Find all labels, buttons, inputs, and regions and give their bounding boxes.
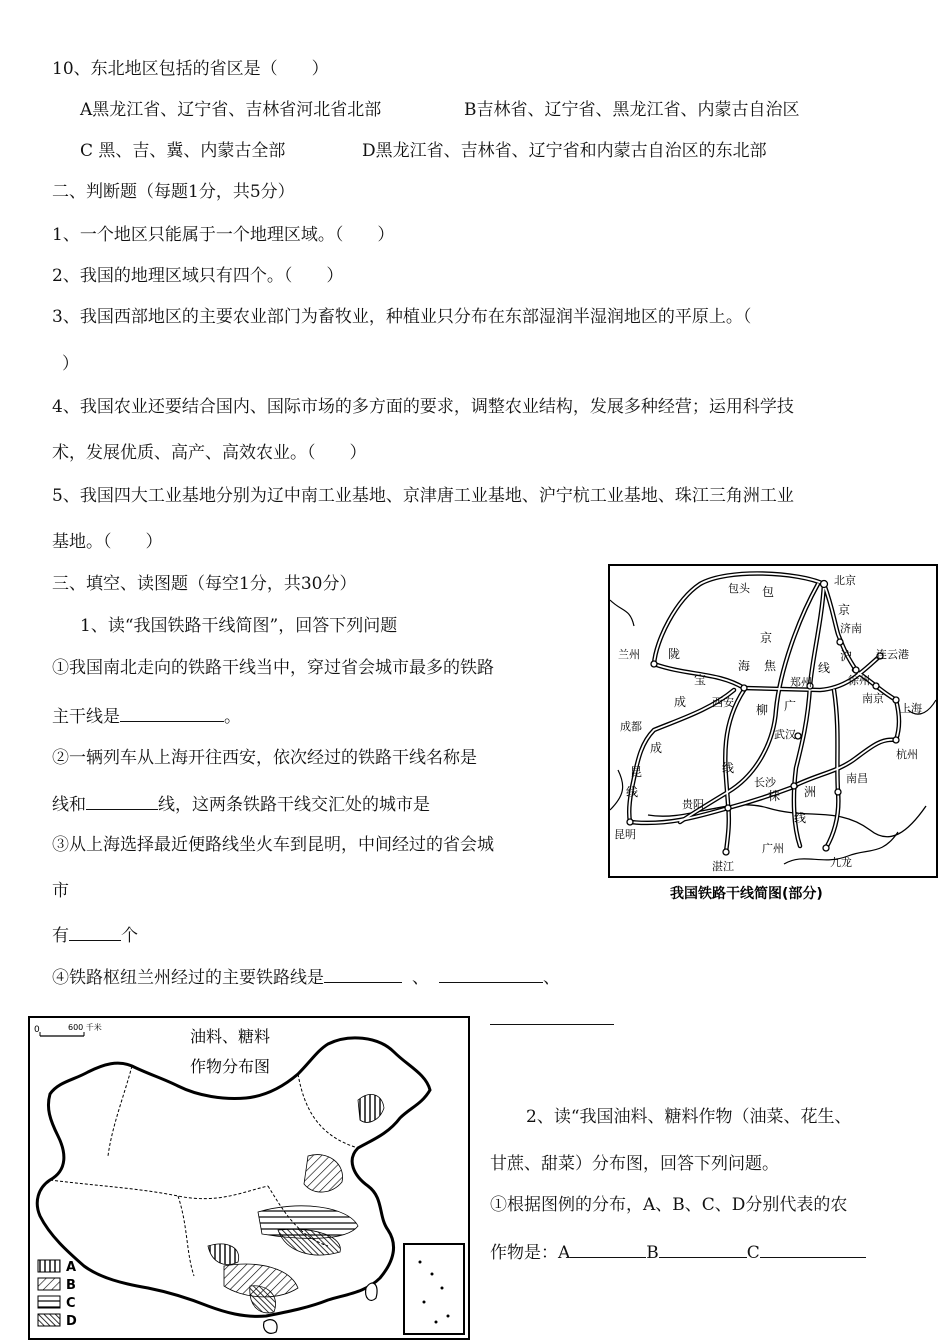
city-guiyang: 贵阳 [682,798,704,811]
crop-map-title-2: 作物分布图 [190,1057,271,1076]
city-lanzhou: 兰州 [618,648,640,661]
scale-zero: 0 [34,1025,40,1035]
rail-q4-sep1: 、 [412,968,429,988]
city-shanghai: 上海 [900,702,922,715]
city-xian: 西安 [712,696,734,709]
rail-q3-answer-blank[interactable] [69,924,121,941]
city-xuzhou: 徐州 [848,674,870,687]
south-sea-inset [404,1244,464,1334]
rail-q4-line1 [52,966,560,989]
city-jiulong: 九龙 [830,856,852,869]
city-nanjing: 南京 [862,692,884,705]
rail-q1-answer-blank[interactable] [120,705,224,722]
rail-q1-line2 [52,705,241,728]
judge-q4-line1: 4、我国农业还要结合国内、国际市场的多方面的要求，调整农业结构，发展多种经营；运用科学技 [52,397,794,417]
rail-map-figure [608,560,940,910]
rail-q2-line1: ②一辆列车从上海开往西安，依次经过的铁路干线名称是 [52,748,477,768]
rail-q1-text: 主干线是 [52,707,120,727]
oil-answer-blank-b[interactable] [659,1241,747,1258]
legend-d: D [66,1314,77,1329]
oil-q1-line2 [490,1241,866,1264]
line-char-17: 株 [768,789,781,803]
rail-q4-blank-2[interactable] [439,966,543,983]
city-kunming: 昆明 [614,828,636,841]
rail-q3-pre: 有 [52,926,69,946]
oil-label-c: C [746,1243,760,1263]
city-jinan: 济南 [840,622,862,635]
city-beijing: 北京 [834,574,856,587]
legend-a: A [66,1260,77,1275]
rail-intro: 1、读“我国铁路干线简图”，回答下列问题 [80,616,398,636]
rail-map-caption: 我国铁路干线简图(部分) [670,886,823,902]
city-chengdu: 成都 [620,720,642,733]
rail-q4-text: ④铁路枢纽兰州经过的主要铁路线是 [52,968,324,988]
oil-intro-line2: 甘蔗、甜菜）分布图，回答下列问题。 [490,1154,779,1174]
rail-q4-line2 [490,1008,614,1031]
line-char-4: 焦 [764,659,777,673]
city-wuhan: 武汉 [774,728,796,741]
rail-q2-post: 线，这两条铁路干线交汇处的城市是 [158,795,430,815]
oil-answer-blank-c[interactable] [760,1241,866,1258]
city-hangzhou: 杭州 [896,748,918,761]
line-char-14: 广 [784,699,797,713]
rail-q4-sep2: 、 [543,968,560,988]
line-char-15: 线 [722,761,735,775]
line-char-9: 成 [674,695,687,709]
legend-b: B [66,1278,76,1293]
line-char-5: 沪 [840,649,853,663]
q10-option-c[interactable]: C 黑、吉、冀、内蒙古全部 [80,141,286,161]
rail-q1-end: 。 [224,707,241,727]
section2-heading: 二、判断题（每题1分，共5分） [52,182,295,202]
crop-map-title-1: 油料、糖料 [190,1027,271,1046]
judge-q5-line2: 基地。（ ） [52,532,163,552]
oil-q1-pre: 作物是：A [490,1243,571,1263]
line-char-16: 线 [818,661,831,675]
line-char-6: 陇 [668,647,681,661]
line-char-10: 成 [650,741,663,755]
rail-q3-line2: 市 [52,881,69,901]
rail-q1-line1: ①我国南北走向的铁路干线当中，穿过省会城市最多的铁路 [52,658,494,678]
rail-q4-blank-3[interactable] [490,1008,614,1025]
rail-q2-pre: 线和 [52,795,86,815]
city-guangzhou: 广州 [762,842,784,855]
city-lianyungang: 连云港 [876,648,909,661]
city-zhengzhou: 郑州 [790,676,812,689]
rail-q2-answer-blank[interactable] [86,793,158,810]
line-char-7: 海 [738,659,751,673]
q10-option-d[interactable]: D黑龙江省、吉林省、辽宁省和内蒙古自治区的东北部 [362,141,767,161]
rail-q4-blank-1[interactable] [324,966,402,983]
line-char-8: 宝 [694,673,707,687]
line-char-18: 洲 [804,785,817,799]
line-char-1: 包 [762,585,775,599]
judge-q3-line1: 3、我国西部地区的主要农业部门为畜牧业，种植业只分布在东部湿润半湿润地区的平原上。（ [52,307,752,327]
line-char-11: 昆 [630,765,643,779]
line-char-3: 京 [838,603,851,617]
legend-c: C [66,1296,76,1311]
rail-q3-line3 [52,924,138,947]
rail-q2-line2 [52,793,430,816]
judge-q4-line2: 术，发展优质、高产、高效农业。（ ） [52,443,367,463]
city-changsha: 长沙 [754,776,776,789]
scale-label: 600 千米 [68,1023,102,1032]
judge-q3-line2: ） [62,354,79,374]
judge-q2: 2、我国的地理区域只有四个。（ ） [52,266,344,286]
line-char-12: 线 [626,785,639,799]
rail-q3-line1: ③从上海选择最近便路线坐火车到昆明，中间经过的省会城 [52,835,494,855]
line-char-19: 线 [794,811,807,825]
line-char-13: 柳 [756,703,769,717]
city-nanchang: 南昌 [846,772,868,785]
crop-map-figure [28,1016,472,1342]
oil-answer-blank-a[interactable] [570,1241,646,1258]
judge-q1: 1、一个地区只能属于一个地理区域。（ ） [52,225,395,245]
oil-q1-line1: ①根据图例的分布，A、B、C、D分别代表的农 [490,1195,848,1215]
q10-option-b[interactable]: B吉林省、辽宁省、黑龙江省、内蒙古自治区 [464,100,800,120]
line-char-2: 京 [760,631,773,645]
oil-intro-line1: 2、读“我国油料、糖料作物（油菜、花生、 [526,1107,852,1127]
rail-q3-post: 个 [121,926,138,946]
judge-q5-line1: 5、我国四大工业基地分别为辽中南工业基地、京津唐工业基地、沪宁杭工业基地、珠江三角洲工业 [52,486,794,506]
section3-heading: 三、填空、读图题（每空1分，共30分） [52,574,357,594]
oil-label-b: B [646,1243,659,1263]
q10-stem: 10、东北地区包括的省区是（ ） [52,59,329,79]
city-zhanjiang: 湛江 [712,860,734,873]
q10-option-a[interactable]: A黑龙江省、辽宁省、吉林省河北省北部 [80,100,382,120]
city-baotou: 包头 [728,582,750,595]
